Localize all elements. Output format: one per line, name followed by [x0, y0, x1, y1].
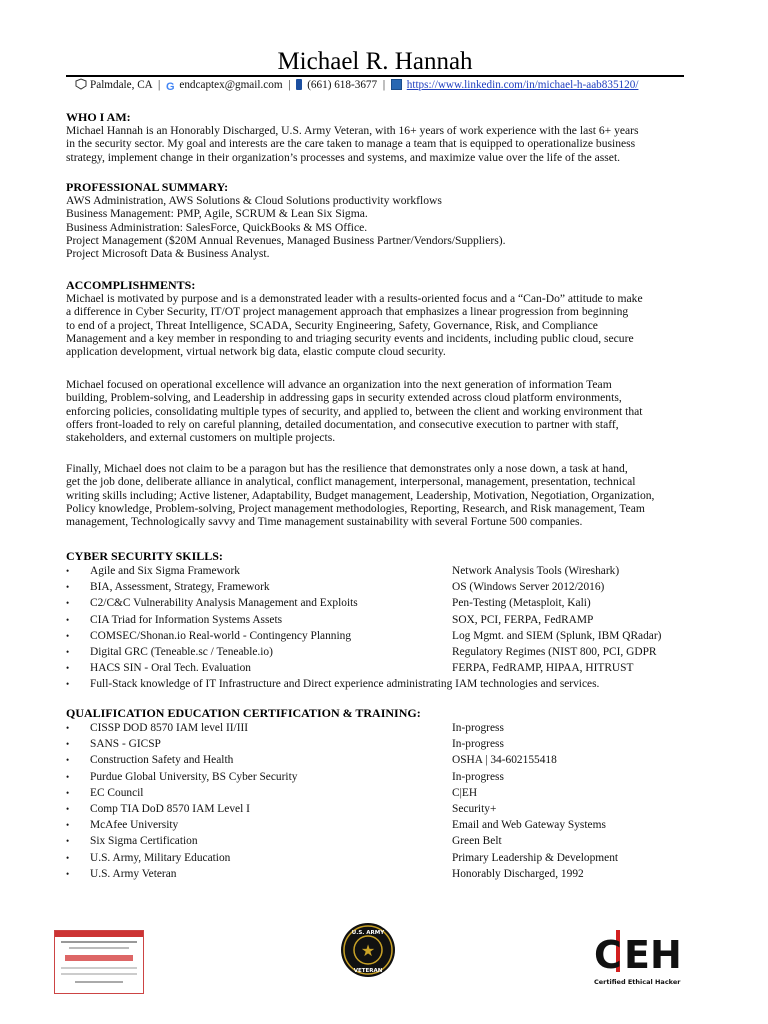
skill-right: FERPA, FedRAMP, HIPAA, HITRUST [452, 662, 634, 675]
qual-right: Security+ [452, 802, 497, 815]
separator: | [382, 79, 386, 91]
list-item [66, 563, 684, 579]
accomplishment-line: Michael focused on operational excellence will advance an organization into the next generation of information Team [66, 378, 612, 391]
list-item [66, 817, 684, 833]
list-item [66, 801, 684, 817]
summary-heading: PROFESSIONAL SUMMARY: [66, 180, 229, 194]
certificate-line [61, 967, 137, 969]
accomplishment-line: writing skills including; Active listener, Adaptability, Budget management, Leadership, Motivation, Negotiation, Organization, [66, 488, 655, 502]
google-icon: G [166, 81, 175, 93]
list-item [66, 612, 684, 628]
who-section [66, 110, 684, 164]
skills-heading: CYBER SECURITY SKILLS: [66, 549, 223, 563]
linkedin-link[interactable]: https://www.linkedin.com/in/michael-h-aab835120/ [406, 79, 639, 91]
list-item [66, 579, 684, 595]
qual-right: Honorably Discharged, 1992 [452, 867, 584, 880]
skill-right: Pen-Testing (Metasploit, Kali) [452, 597, 591, 610]
qual-right: In-progress [452, 722, 504, 734]
qual-right: In-progress [452, 738, 504, 751]
accomplishments-paragraph-3 [66, 462, 684, 528]
who-line: in the security sector. My goal and interests are the care taken to manage a team that is equipped to operationalize business [66, 137, 636, 151]
who-line: Michael Hannah is an Honorably Discharged, U.S. Army Veteran, with 16+ years of work experience with the last 6+ years [66, 124, 639, 137]
summary-line: Business Management: PMP, Agile, SCRUM & Lean Six Sigma. [66, 207, 368, 221]
list-item [66, 850, 684, 866]
accomplishment-line: Management and a key member in responding to and triaging security events and incidents, including public cloud, secure [66, 331, 634, 345]
list-item [66, 644, 684, 660]
accomplishment-line: enforcing policies, consolidating multiple types of security, and applied to, between the client and working environment that [66, 404, 643, 418]
location-text: Palmdale, CA [90, 79, 153, 91]
ceh-subtitle: Certified Ethical Hacker [594, 978, 681, 986]
skill-left: Agile and Six Sigma Framework [90, 565, 240, 577]
accomplishment-line: to end of a project, Threat Intelligence, SCADA, Security Engineering, Safety, Governance, Risk, and Compliance [66, 318, 598, 332]
bullet: • [66, 787, 70, 798]
skill-left: COMSEC/Shonan.io Real-world - Contingency Planning [90, 629, 352, 642]
army-veteran-seal-logo [340, 922, 396, 978]
accomplishment-line: Michael is motivated by purpose and is a demonstrated leader with a results-oriented focus and a “Can-Do” attitude to make [66, 292, 643, 305]
qual-right: Green Belt [452, 835, 502, 848]
qual-left: Purdue Global University, BS Cyber Security [90, 770, 298, 783]
accomplishment-line: a difference in Cyber Security, IT/OT project management approach that emphasizes a linear progression from beginning [66, 305, 629, 319]
bullet: • [66, 852, 70, 863]
accomplishment-line: Policy knowledge, Problem-solving, Project management methodologies, Reporting, Research, and Risk management, Team [66, 501, 645, 515]
certificate-line [69, 947, 129, 949]
ceh-eh-letters: EH [624, 933, 682, 977]
bullet: • [66, 679, 70, 690]
certificate-line [75, 981, 123, 983]
certificate-thumbnail-logo [54, 930, 144, 994]
ceh-c-letter: C [594, 933, 622, 977]
qual-right: In-progress [452, 770, 504, 783]
skills-section [66, 549, 684, 693]
qual-right: Email and Web Gateway Systems [452, 819, 606, 832]
bullet: • [66, 771, 70, 782]
skill-right: SOX, PCI, FERPA, FedRAMP [452, 613, 594, 626]
accomplishment-line: get the job done, deliberate alliance in analytical, conflict management, interpersonal, management, presentation, technical [66, 475, 636, 489]
summary-line: AWS Administration, AWS Solutions & Cloud Solutions productivity workflows [66, 194, 442, 207]
bullet: • [66, 755, 70, 766]
skill-left: HACS SIN - Oral Tech. Evaluation [90, 662, 251, 675]
qual-right: Primary Leadership & Development [452, 851, 619, 864]
list-item [66, 628, 684, 644]
resume-name: Michael R. Hannah [277, 48, 473, 75]
list-item [66, 769, 684, 785]
who-heading: WHO I AM: [66, 110, 131, 124]
phone-text[interactable]: (661) 618-3677 [307, 79, 378, 91]
phone-icon [296, 79, 302, 90]
bullet: • [66, 646, 70, 657]
army-star-icon: ★ [360, 941, 376, 960]
accomplishment-line: management, Technologically savvy and Time management sustainability with several Fortune 500 companies. [66, 515, 583, 529]
list-item [66, 785, 684, 801]
bullet: • [66, 663, 70, 674]
qual-right: OSHA | 34-602155418 [452, 754, 557, 767]
skill-right: Log Mgmt. and SIEM (Splunk, IBM QRadar) [452, 629, 662, 642]
skill-left: Digital GRC (Teneable.sc / Teneable.io) [90, 645, 273, 658]
separator: | [157, 79, 161, 91]
location-pin-icon [74, 78, 88, 90]
bullet: • [66, 836, 70, 847]
skill-right: OS (Windows Server 2012/2016) [452, 581, 605, 594]
bullet: • [66, 723, 70, 733]
header-divider [66, 75, 684, 77]
summary-line: Business Administration: SalesForce, QuickBooks & MS Office. [66, 220, 368, 234]
list-item [66, 720, 684, 736]
qualifications-section [66, 706, 684, 882]
contact-line [74, 78, 684, 95]
skill-left: Full-Stack knowledge of IT Infrastructure and Direct experience administrating IAM technologies and services. [90, 678, 600, 691]
list-item [66, 660, 684, 676]
certificate-banner [65, 955, 133, 961]
list-item [66, 736, 684, 752]
qual-left: Six Sigma Certification [90, 835, 198, 848]
accomplishment-line: application development, virtual network big data, elastic compute cloud security. [66, 345, 446, 359]
army-seal-bottom-text: VETERAN [353, 968, 383, 974]
email-link[interactable]: endcaptex@gmail.com [179, 79, 283, 91]
qual-left: Construction Safety and Health [90, 754, 234, 767]
list-item [66, 752, 684, 768]
summary-section [66, 180, 684, 260]
certificate-line [61, 941, 137, 943]
qual-right: C|EH [452, 786, 478, 799]
skill-right: Network Analysis Tools (Wireshark) [452, 565, 620, 577]
bullet: • [66, 566, 70, 576]
skill-right: Regulatory Regimes (NIST 800, PCI, GDPR [452, 645, 657, 658]
linkedin-icon [391, 79, 402, 90]
ceh-logo [592, 928, 702, 988]
qualifications-list [66, 720, 684, 882]
bullet: • [66, 582, 70, 593]
bullet: • [66, 630, 70, 641]
bullet: • [66, 803, 70, 814]
qual-left: EC Council [90, 786, 144, 799]
list-item [66, 833, 684, 849]
accomplishment-line: building, Problem-solving, and Leadership in addressing gaps in security extended across cloud platform environments, [66, 391, 622, 405]
accomplishments-paragraph-2 [66, 378, 684, 444]
accomplishment-line: offers front-loaded to rely on careful planning, detailed documentation, and consecutive execution to partner with staff, [66, 417, 619, 431]
accomplishment-line: stakeholders, and external customers on multiple projects. [66, 431, 336, 445]
accomplishments-heading: ACCOMPLISHMENTS: [66, 278, 196, 292]
who-line: strategy, implement change in their organization’s processes and systems, and maximize value over the life of the asset. [66, 150, 621, 164]
separator: | [288, 79, 291, 91]
skill-left: BIA, Assessment, Strategy, Framework [90, 581, 270, 594]
certificate-line [61, 973, 137, 975]
bullet: • [66, 739, 70, 750]
accomplishments-section [66, 278, 684, 358]
skill-left: C2/C&C Vulnerability Analysis Management and Exploits [90, 597, 358, 610]
list-item [66, 866, 684, 882]
skill-left: CIA Triad for Information Systems Assets [90, 613, 283, 626]
bullet: • [66, 868, 70, 879]
bullet: • [66, 598, 70, 609]
qual-left: McAfee University [90, 819, 179, 832]
accomplishment-line: Finally, Michael does not claim to be a paragon but has the resilience that demonstrates only a nose down, a task at hand, [66, 462, 628, 475]
qual-left: Comp TIA DoD 8570 IAM Level I [90, 802, 250, 815]
qualifications-heading: QUALIFICATION EDUCATION CERTIFICATION & TRAINING: [66, 706, 421, 720]
summary-line: Project Management ($20M Annual Revenues, Managed Business Partner/Vendors/Suppliers). [66, 233, 506, 247]
certificate-header-bar [55, 931, 143, 937]
army-seal-top-text: U.S. ARMY [351, 930, 385, 936]
qual-left: U.S. Army Veteran [90, 867, 177, 880]
qual-left: CISSP DOD 8570 IAM level II/III [90, 722, 249, 734]
list-item [66, 676, 684, 692]
summary-line: Project Microsoft Data & Business Analyst. [66, 247, 270, 261]
bullet: • [66, 614, 70, 625]
qual-left: U.S. Army, Military Education [90, 851, 231, 864]
list-item [66, 595, 684, 611]
skills-list [66, 563, 684, 693]
bullet: • [66, 820, 70, 831]
qual-left: SANS - GICSP [90, 738, 161, 751]
